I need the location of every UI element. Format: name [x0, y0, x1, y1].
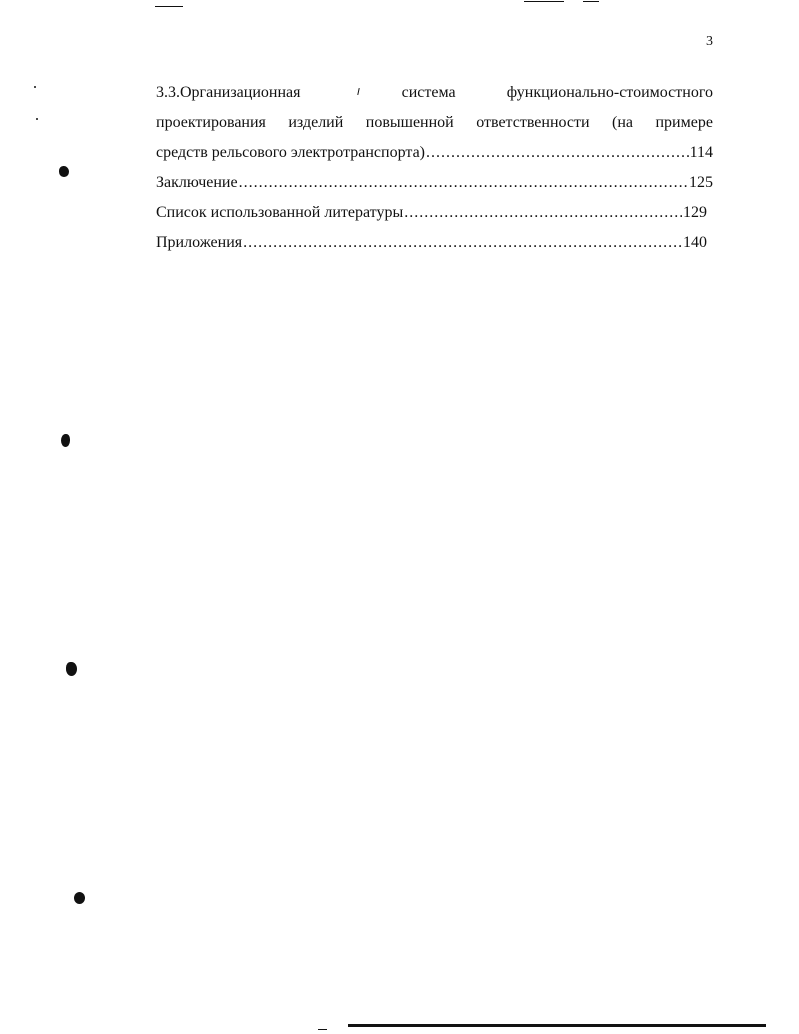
toc-word: проектирования [156, 114, 266, 131]
toc-entry-3-3-line-3 [156, 138, 713, 168]
scan-artifact-top-right-2 [583, 1, 599, 2]
toc-entry-text: Приложения [156, 234, 243, 251]
toc-word: изделий [288, 114, 344, 131]
toc-entry-3-3-line-2 [156, 108, 713, 138]
scan-artifact-top-left [155, 6, 183, 7]
toc-word: повышенной [365, 114, 454, 131]
toc-word: функционально-стоимостного [506, 84, 713, 101]
toc-word: система [401, 84, 456, 101]
toc-leader-dots [243, 228, 682, 258]
scan-artifact-bottom-line [348, 1024, 766, 1027]
toc-leader-dots [404, 198, 682, 228]
scan-artifact-bottom-small [318, 1029, 327, 1030]
toc-page-number: 140 [683, 234, 707, 251]
page-number: 3 [706, 34, 713, 49]
toc-word: примере [655, 114, 713, 131]
punch-hole-mark [74, 892, 85, 904]
toc-leader-dots [239, 168, 688, 198]
scan-dot [34, 86, 36, 88]
toc-page-number: 125 [689, 174, 713, 191]
toc-entry-text: средств рельсового электротранспорта) [156, 144, 425, 161]
toc-entry-appendices [156, 228, 713, 258]
punch-hole-mark [59, 166, 69, 177]
table-of-contents [156, 78, 713, 258]
toc-entry-3-3-line-1 [156, 78, 713, 108]
toc-page-number: 129 [683, 204, 707, 221]
punch-hole-mark [66, 662, 77, 676]
punch-hole-mark [61, 434, 70, 447]
toc-entry-references [156, 198, 713, 228]
toc-entry-text: Список использованной литературы [156, 204, 404, 221]
toc-page-number: 114 [689, 144, 713, 161]
scan-artifact-top-right [524, 1, 564, 2]
toc-word: ответственности [476, 114, 590, 131]
toc-entry-conclusion [156, 168, 713, 198]
scan-dot [36, 118, 38, 120]
toc-word: (на [612, 114, 634, 131]
toc-leader-dots [426, 138, 689, 168]
toc-word: 3.3.Организационная [156, 84, 301, 101]
toc-entry-text: Заключение [156, 174, 238, 191]
